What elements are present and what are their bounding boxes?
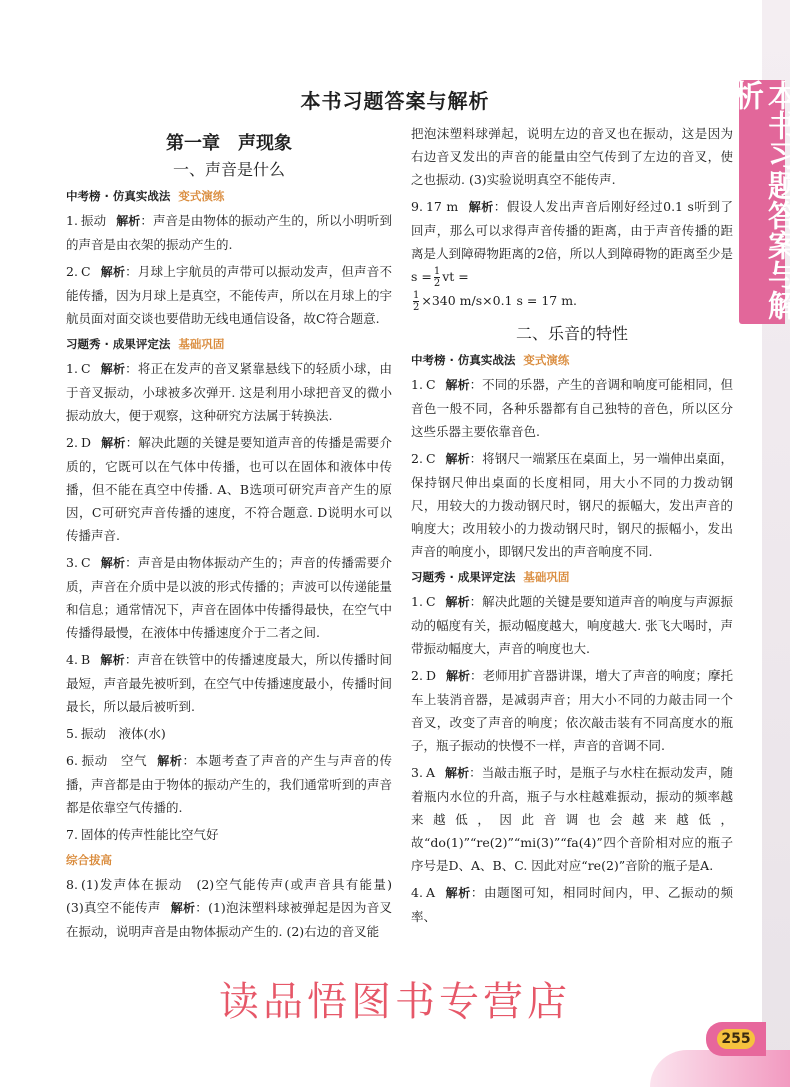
item-answer: 17 m [425, 199, 459, 214]
item-answer: 振动 空气 [80, 753, 148, 768]
fraction-denominator: 2 [433, 278, 441, 289]
answer-item [411, 761, 733, 877]
item-answer: A [425, 885, 435, 900]
analysis-label: 解析 [444, 766, 470, 780]
item-number: 2. [66, 435, 78, 450]
item-answer: A [425, 765, 435, 780]
answer-item [66, 260, 392, 330]
analysis-label: 解析 [170, 901, 196, 915]
analysis-text-a: ：假设人发出声音后刚好经过0.1 s听到了回声，那么可以求得声音传播的距离，由于声音传播的距离是人到障碍物距离的2倍，所以人到障碍物的距离至少是 s = [411, 199, 733, 284]
analysis-label: 解析 [445, 669, 471, 683]
section-title-2: 二、乐音的特性 [515, 324, 628, 343]
answer-item [66, 551, 392, 644]
analysis-text-c: ×340 m/s×0.1 s = 17 m. [421, 293, 578, 308]
subsection-tag: 变式演练 [523, 353, 570, 367]
item-answer: 固体的传声性能比空气好 [80, 827, 219, 842]
item-number: 2. [411, 451, 423, 466]
item-answer: C [425, 594, 436, 609]
item-answer: C [425, 377, 436, 392]
analysis-label: 解析 [445, 595, 470, 609]
answer-item [66, 823, 392, 846]
subsection-header [66, 188, 392, 204]
analysis-label: 解析 [157, 754, 183, 768]
fraction-numerator-2: 1 [413, 290, 420, 301]
analysis-label: 解析 [445, 452, 470, 466]
subsection-label: 综合拔高 [66, 853, 112, 867]
analysis-label: 解析 [468, 200, 494, 214]
answer-item [66, 873, 405, 943]
answer-item [411, 590, 733, 660]
analysis-label: 解析 [445, 378, 470, 392]
item-answer: 振动 [80, 213, 107, 228]
chapter-title: 第一章 声现象 [166, 133, 292, 154]
item-number: 3. [411, 765, 423, 780]
analysis-label: 解析 [444, 886, 471, 900]
subsection-label: 习题秀 · 成果评定法 [66, 337, 171, 351]
answer-item [411, 881, 733, 928]
side-tab: 本书习题答案与解析 [739, 80, 785, 324]
analysis-label: 解析 [100, 653, 125, 667]
answer-item [411, 664, 733, 757]
subsection-header [411, 352, 733, 368]
item-number: 6. [66, 753, 78, 768]
item-number: 1. [411, 594, 423, 609]
item-number: 1. [66, 361, 78, 376]
analysis-text: ：解决此题的关键是要知道声音的传播是需要介质的，它既可以在气体中传播，也可以在固体和液体中传播，但不能在真空中传播. A、B选项可研究声音产生的原因，C可研究声音传播的速度，不符合题意. D说明水可以传播声音. [66, 435, 392, 543]
subsection-header [66, 852, 392, 868]
item-number: 1. [411, 377, 423, 392]
fraction-half-2 [413, 290, 419, 313]
item-answer: D [425, 668, 436, 683]
answer-item [66, 209, 392, 256]
analysis-text: ：当敲击瓶子时，是瓶子与水柱在振动发声，随着瓶内水位的升高，瓶子与水柱越难振动，振动的频率越来越低，因此音调也会越来越低，故“do(1)”“re(2)”“mi(3)”“fa(4)”四个音阶相对应的瓶子序号是D、A、B、C. 因此对应“re(2)”音阶的瓶子是A. [411, 765, 733, 873]
subsection-label: 中考榜 · 仿真实战法 [66, 189, 171, 203]
right-column [411, 122, 733, 932]
shop-watermark: 读品悟图书专营店 [219, 979, 571, 1025]
item-answer: (1)发声体在振动 (2)空气能传声(或声音具有能量) (3)真空不能传声 [66, 877, 405, 915]
analysis-text: ：声音是由物体振动产生的；声音的传播需要介质，声音在介质中是以波的形式传播的；声波可以传递能量和信息；通常情况下，声音在固体中传播得最快，在空气中传播得最慢，在液体中传播速度介于二者之间. [66, 555, 392, 640]
answer-item [66, 648, 392, 718]
answer-item-9 [411, 195, 733, 313]
item-answer: B [80, 652, 91, 667]
page-number: 255 [717, 1029, 754, 1049]
analysis-text: ：解决此题的关键是要知道声音的响度与声源振动的幅度有关，振动幅度越大，响度越大. 张飞大喝时，声带振动幅度大，声音的响度也大. [411, 594, 733, 656]
item-answer: C [80, 264, 91, 279]
right-groups [411, 352, 733, 928]
item-number: 9. [411, 199, 423, 214]
analysis-text: ：将钢尺一端紧压在桌面上，另一端伸出桌面，保持钢尺伸出桌面的长度相同，用大小不同的力拨动钢尺，用较大的力拨动钢尺时，钢尺的振幅大，发出声音的响度大；改用较小的力拨动钢尺时，钢尺的振幅小，发出声音的响度小，即钢尺发出的声音响度不同. [411, 451, 733, 559]
answer-item [411, 373, 733, 443]
subsection-header [66, 336, 392, 352]
answer-item [66, 431, 392, 547]
left-groups [66, 188, 405, 943]
item-number: 1. [66, 213, 78, 228]
fraction-denominator-2: 2 [413, 302, 420, 313]
analysis-text: ：老师用扩音器讲课，增大了声音的响度；摩托车上装消音器，是减弱声音；用大小不同的力敲击同一个音叉，改变了声音的响度；依次敲击装有不同高度水的瓶子，瓶子振动的快慢不一样，声音的音调不同. [411, 668, 733, 753]
subsection-label: 习题秀 · 成果评定法 [411, 570, 516, 584]
fraction-numerator: 1 [433, 266, 441, 277]
analysis-label: 解析 [100, 265, 126, 279]
item-number: 7. [66, 827, 78, 842]
analysis-text: ：月球上宇航员的声带可以振动发声，但声音不能传播，因为月球上是真空，不能传声，所以在月球上的宇航员面对面交谈也要借助无线电通信设备，故C符合题意. [66, 264, 392, 326]
analysis-label: 解析 [116, 214, 141, 228]
item-answer: C [80, 361, 91, 376]
analysis-label: 解析 [100, 362, 126, 376]
item-answer: C [80, 555, 91, 570]
left-column [66, 125, 405, 947]
analysis-text: ：声音在铁管中的传播速度最大，所以传播时间最短，声音最先被听到，在空气中传播速度最小，传播时间最长，所以最后被听到. [66, 652, 392, 714]
subsection-header [411, 569, 733, 585]
analysis-text: ：不同的乐器，产生的音调和响度可能相同，但音色一般不同，各种乐器都有自己独特的音色，所以区分这些乐器主要依靠音色. [411, 377, 733, 439]
subsection-tag: 基础巩固 [523, 570, 570, 584]
answer-item [66, 722, 392, 745]
item-number: 2. [66, 264, 78, 279]
answer-item [66, 749, 392, 819]
answer-item [411, 447, 733, 563]
analysis-text: ：将正在发声的音叉紧靠悬线下的轻质小球，由于音叉振动，小球被多次弹开. 这是利用小球把音叉的微小振动放大，便于观察，这种研究方法属于转换法. [66, 361, 392, 423]
answer-item [66, 357, 392, 427]
item-number: 4. [66, 652, 78, 667]
fraction-half [434, 266, 440, 289]
item-answer: C [425, 451, 436, 466]
analysis-text: ：本题考查了声音的产生与声音的传播，声音都是由于物体的振动产生的，我们通常听到的声音都是依靠空气传播的. [66, 753, 392, 815]
item-answer: 振动 液体(水) [80, 726, 166, 741]
analysis-text: ：声音是由物体的振动产生的，所以小明听到的声音是由衣架的振动产生的. [66, 213, 392, 252]
analysis-text-b: vt = [442, 269, 469, 284]
analysis-label: 解析 [100, 556, 126, 570]
item-number: 5. [66, 726, 78, 741]
section-title-1: 一、声音是什么 [172, 160, 285, 179]
item-number: 3. [66, 555, 78, 570]
analysis-label: 解析 [100, 436, 126, 450]
subsection-tag: 变式演练 [178, 189, 225, 203]
item-answer: D [80, 435, 91, 450]
continuation-text: 把泡沫塑料球弹起，说明左边的音叉也在振动，这是因为右边音叉发出的声音的能量由空气传到了左边的音叉，使之也振动. (3)实验说明真空不能传声. [411, 126, 733, 187]
subsection-label: 中考榜 · 仿真实战法 [411, 353, 516, 367]
page-number-badge [706, 1022, 766, 1056]
subsection-tag: 基础巩固 [178, 337, 225, 351]
item-number: 2. [411, 668, 423, 683]
analysis-text: ：(1)泡沫塑料球被弹起是因为音叉在振动，说明声音是由物体振动产生的. (2)右边的音叉能 [66, 900, 392, 939]
item-number: 8. [66, 877, 78, 892]
item-number: 4. [411, 885, 423, 900]
analysis-text: ：由题图可知，相同时间内，甲、乙振动的频率、 [411, 885, 733, 924]
page-title: 本书习题答案与解析 [300, 89, 490, 113]
